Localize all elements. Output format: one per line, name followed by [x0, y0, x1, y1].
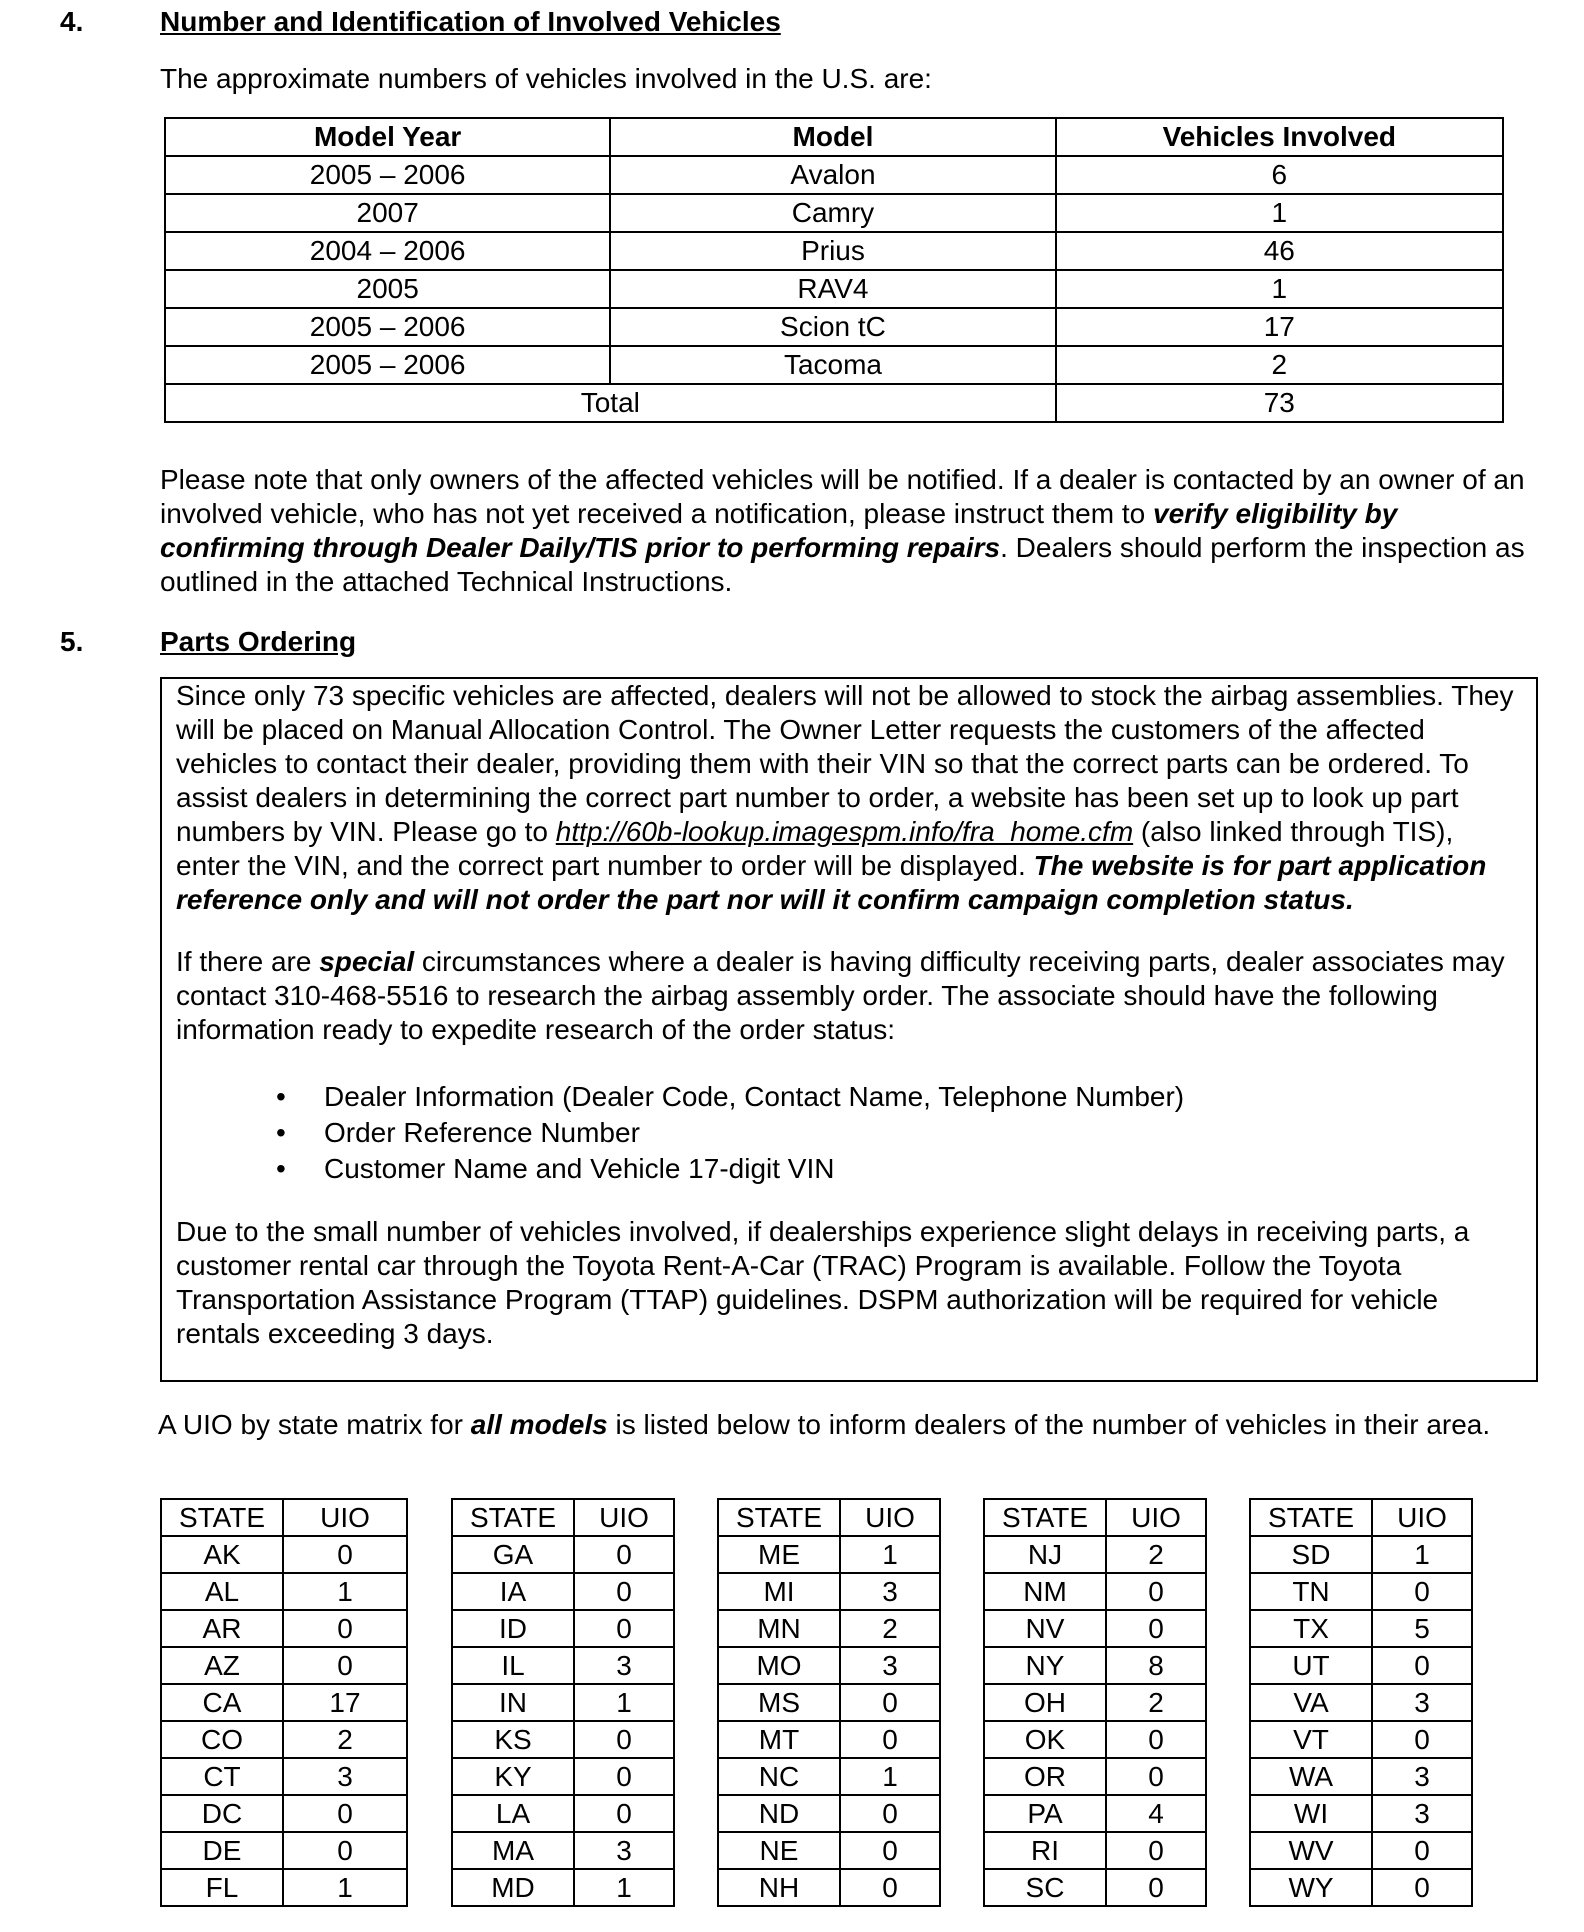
table-row: [165, 232, 1503, 270]
state-cell: AL: [161, 1573, 283, 1610]
parts-paragraph-3: Due to the small number of vehicles involved, if dealerships experience slight delays in receiving parts, a customer rental car through the Toyota Rent-A-Car (TRAC) Program is available. Follow the Toyota Transportation Assistance Program (TTAP) guidelines. DSPM authorization will be required for vehicle rentals exceeding 3 days.: [176, 1216, 1470, 1349]
table-row: [165, 346, 1503, 384]
model-cell: Tacoma: [610, 346, 1055, 384]
uio-cell: 1: [1372, 1536, 1472, 1573]
table-row: [1250, 1721, 1472, 1758]
paragraph-emphasis: The website is for part application reference only and will not order the part nor will it confirm campaign completion status.: [176, 850, 1487, 915]
uio-cell: 5: [1372, 1610, 1472, 1647]
uio-cell: 0: [1106, 1610, 1206, 1647]
uio-cell: 2: [1106, 1536, 1206, 1573]
state-cell: CO: [161, 1721, 283, 1758]
vehicles-involved-cell: 46: [1056, 232, 1503, 270]
table-row: [452, 1647, 674, 1684]
state-cell: IN: [452, 1684, 574, 1721]
model-year-cell: 2007: [165, 194, 610, 232]
uio-cell: 0: [283, 1610, 407, 1647]
table-row: [984, 1610, 1206, 1647]
table-row: [1250, 1869, 1472, 1906]
table-row: [718, 1647, 940, 1684]
uio-cell: 1: [283, 1573, 407, 1610]
model-year-cell: 2004 – 2006: [165, 232, 610, 270]
uio-cell: 0: [574, 1758, 674, 1795]
uio-cell: 0: [1106, 1869, 1206, 1906]
table-row: [718, 1684, 940, 1721]
table-row: [718, 1573, 940, 1610]
state-cell: MN: [718, 1610, 840, 1647]
state-cell: RI: [984, 1832, 1106, 1869]
table-row: [161, 1869, 407, 1906]
table-row: [984, 1795, 1206, 1832]
table-row: [984, 1869, 1206, 1906]
uio-cell: 0: [283, 1795, 407, 1832]
list-item: • Customer Name and Vehicle 17-digit VIN: [176, 1151, 1522, 1187]
vehicles-table: [164, 117, 1504, 423]
state-header: STATE: [718, 1499, 840, 1536]
table-row: [718, 1869, 940, 1906]
paragraph-text: A UIO by state matrix for: [158, 1409, 471, 1440]
table-row: [165, 308, 1503, 346]
state-cell: ND: [718, 1795, 840, 1832]
table-row: [452, 1684, 674, 1721]
state-header: STATE: [984, 1499, 1106, 1536]
state-cell: NM: [984, 1573, 1106, 1610]
vehicles-involved-cell: 6: [1056, 156, 1503, 194]
paragraph-emphasis: all models: [470, 1409, 608, 1440]
state-cell: NY: [984, 1647, 1106, 1684]
uio-cell: 1: [283, 1869, 407, 1906]
uio-table-4: [983, 1498, 1207, 1907]
model-year-cell: 2005: [165, 270, 610, 308]
uio-cell: 8: [1106, 1647, 1206, 1684]
uio-cell: 0: [1106, 1832, 1206, 1869]
parts-ordering-box: [160, 677, 1538, 1382]
table-row: [165, 270, 1503, 308]
uio-cell: 0: [574, 1721, 674, 1758]
column-header: Vehicles Involved: [1056, 118, 1503, 156]
table-row: [718, 1795, 940, 1832]
paragraph-text: If there are: [176, 946, 320, 977]
state-header: STATE: [161, 1499, 283, 1536]
paragraph-text: circumstances where a dealer is having difficulty receiving parts, dealer associates may contact 310-468-5516 to research the airbag assembly order. The associate should have the following information ready to expedite research of the order status:: [176, 946, 1505, 1045]
state-header: STATE: [1250, 1499, 1372, 1536]
column-header: Model: [610, 118, 1055, 156]
state-cell: TN: [1250, 1573, 1372, 1610]
state-cell: FL: [161, 1869, 283, 1906]
table-row: [452, 1869, 674, 1906]
state-cell: CA: [161, 1684, 283, 1721]
uio-table-1: [160, 1498, 408, 1907]
table-row: [718, 1721, 940, 1758]
uio-cell: 0: [1372, 1647, 1472, 1684]
total-row: [165, 384, 1503, 422]
table-row: [161, 1536, 407, 1573]
state-cell: VA: [1250, 1684, 1372, 1721]
uio-table-2: [451, 1498, 675, 1907]
vehicles-involved-cell: 17: [1056, 308, 1503, 346]
uio-cell: 3: [574, 1832, 674, 1869]
uio-cell: 0: [1372, 1869, 1472, 1906]
table-row: [452, 1721, 674, 1758]
state-cell: IL: [452, 1647, 574, 1684]
state-cell: WV: [1250, 1832, 1372, 1869]
table-row: [165, 156, 1503, 194]
state-cell: KS: [452, 1721, 574, 1758]
list-item: • Order Reference Number: [176, 1115, 1522, 1151]
state-cell: GA: [452, 1536, 574, 1573]
state-cell: MD: [452, 1869, 574, 1906]
state-cell: AK: [161, 1536, 283, 1573]
uio-cell: 2: [1106, 1684, 1206, 1721]
uio-cell: 0: [283, 1647, 407, 1684]
state-cell: WA: [1250, 1758, 1372, 1795]
state-cell: OR: [984, 1758, 1106, 1795]
uio-table-5: [1249, 1498, 1473, 1907]
table-row: [718, 1610, 940, 1647]
uio-header: UIO: [574, 1499, 674, 1536]
table-row: [1250, 1610, 1472, 1647]
uio-table-3: [717, 1498, 941, 1907]
table-row: [1250, 1795, 1472, 1832]
state-cell: WY: [1250, 1869, 1372, 1906]
model-year-cell: 2005 – 2006: [165, 308, 610, 346]
uio-cell: 0: [574, 1573, 674, 1610]
table-row: [984, 1647, 1206, 1684]
table-row: [984, 1573, 1206, 1610]
model-cell: Scion tC: [610, 308, 1055, 346]
uio-cell: 3: [574, 1647, 674, 1684]
uio-cell: 0: [1372, 1832, 1472, 1869]
uio-cell: 0: [1372, 1721, 1472, 1758]
uio-cell: 2: [283, 1721, 407, 1758]
uio-cell: 0: [574, 1795, 674, 1832]
state-cell: CT: [161, 1758, 283, 1795]
uio-cell: 3: [840, 1647, 940, 1684]
vehicles-involved-cell: 2: [1056, 346, 1503, 384]
uio-header: UIO: [283, 1499, 407, 1536]
note-text: . Dealers should perform the inspection as outlined in the attached Technical Instructions.: [160, 532, 1525, 597]
uio-table-header: [161, 1499, 407, 1536]
uio-table-header: [452, 1499, 674, 1536]
paragraph-emphasis: special: [319, 946, 415, 977]
state-cell: VT: [1250, 1721, 1372, 1758]
table-row: [452, 1573, 674, 1610]
paragraph-text: is listed below to inform dealers of the number of vehicles in their area.: [607, 1409, 1491, 1440]
table-row: [161, 1758, 407, 1795]
state-cell: AZ: [161, 1647, 283, 1684]
state-cell: LA: [452, 1795, 574, 1832]
model-cell: Prius: [610, 232, 1055, 270]
state-cell: PA: [984, 1795, 1106, 1832]
state-cell: NV: [984, 1610, 1106, 1647]
section-4-title: Number and Identification of Involved Vehicles: [160, 6, 781, 37]
required-info-list: [176, 1079, 1522, 1187]
table-row: [161, 1721, 407, 1758]
table-row: [718, 1536, 940, 1573]
table-row: [718, 1832, 940, 1869]
table-row: [161, 1684, 407, 1721]
table-row: [452, 1758, 674, 1795]
uio-cell: 0: [840, 1721, 940, 1758]
uio-cell: 0: [1372, 1573, 1472, 1610]
uio-cell: 1: [574, 1684, 674, 1721]
model-cell: Avalon: [610, 156, 1055, 194]
table-row: [452, 1536, 674, 1573]
parts-paragraph-1: [176, 679, 1522, 917]
state-cell: NE: [718, 1832, 840, 1869]
state-cell: ME: [718, 1536, 840, 1573]
table-row: [452, 1795, 674, 1832]
state-cell: OK: [984, 1721, 1106, 1758]
table-row: [984, 1684, 1206, 1721]
table-row: [984, 1721, 1206, 1758]
state-cell: SD: [1250, 1536, 1372, 1573]
uio-header: UIO: [840, 1499, 940, 1536]
table-row: [1250, 1684, 1472, 1721]
uio-header: UIO: [1372, 1499, 1472, 1536]
uio-cell: 17: [283, 1684, 407, 1721]
state-cell: MA: [452, 1832, 574, 1869]
paragraph-text: (also linked through TIS), enter the VIN, and the correct part number to order will be displayed.: [176, 816, 1454, 881]
state-cell: NH: [718, 1869, 840, 1906]
state-cell: ID: [452, 1610, 574, 1647]
uio-cell: 0: [574, 1610, 674, 1647]
state-cell: MT: [718, 1721, 840, 1758]
table-row: [161, 1573, 407, 1610]
uio-cell: 0: [840, 1869, 940, 1906]
vehicles-involved-cell: 1: [1056, 270, 1503, 308]
uio-cell: 0: [840, 1795, 940, 1832]
section-4-number: 4.: [60, 6, 84, 37]
state-cell: MO: [718, 1647, 840, 1684]
uio-cell: 0: [283, 1536, 407, 1573]
model-year-cell: 2005 – 2006: [165, 346, 610, 384]
vehicles-table-header: [165, 118, 1503, 156]
table-row: [1250, 1758, 1472, 1795]
table-row: [984, 1832, 1206, 1869]
table-row: [452, 1832, 674, 1869]
notification-note: [160, 463, 1540, 599]
section-5-number: 5.: [60, 626, 84, 657]
uio-cell: 0: [574, 1536, 674, 1573]
state-cell: IA: [452, 1573, 574, 1610]
state-cell: NJ: [984, 1536, 1106, 1573]
table-row: [984, 1536, 1206, 1573]
state-cell: OH: [984, 1684, 1106, 1721]
model-year-cell: 2005 – 2006: [165, 156, 610, 194]
section-5-title: Parts Ordering: [160, 626, 357, 657]
uio-cell: 0: [1106, 1573, 1206, 1610]
model-cell: Camry: [610, 194, 1055, 232]
state-cell: AR: [161, 1610, 283, 1647]
uio-cell: 2: [840, 1610, 940, 1647]
part-lookup-link[interactable]: http://60b-lookup.imagespm.info/fra_home.cfm: [555, 816, 1134, 847]
uio-cell: 1: [840, 1758, 940, 1795]
note-text: Please note that only owners of the affected vehicles will be notified. If a dealer is contacted by an owner of an involved vehicle, who has not yet received a notification, please instruct them to: [160, 464, 1525, 529]
uio-table-header: [718, 1499, 940, 1536]
uio-cell: 1: [840, 1536, 940, 1573]
vehicles-involved-cell: 1: [1056, 194, 1503, 232]
uio-cell: 0: [283, 1832, 407, 1869]
uio-table-header: [984, 1499, 1206, 1536]
state-cell: SC: [984, 1869, 1106, 1906]
state-cell: WI: [1250, 1795, 1372, 1832]
uio-cell: 3: [840, 1573, 940, 1610]
state-header: STATE: [452, 1499, 574, 1536]
uio-intro: [158, 1408, 1548, 1442]
table-row: [1250, 1832, 1472, 1869]
state-cell: MS: [718, 1684, 840, 1721]
uio-cell: 1: [574, 1869, 674, 1906]
uio-cell: 4: [1106, 1795, 1206, 1832]
state-cell: UT: [1250, 1647, 1372, 1684]
model-cell: RAV4: [610, 270, 1055, 308]
total-label: Total: [165, 384, 1056, 422]
state-cell: TX: [1250, 1610, 1372, 1647]
table-row: [1250, 1647, 1472, 1684]
uio-header: UIO: [1106, 1499, 1206, 1536]
uio-cell: 3: [283, 1758, 407, 1795]
table-row: [1250, 1536, 1472, 1573]
table-row: [161, 1795, 407, 1832]
table-row: [165, 194, 1503, 232]
uio-cell: 0: [840, 1684, 940, 1721]
uio-cell: 3: [1372, 1758, 1472, 1795]
parts-paragraph-2: [176, 945, 1522, 1047]
uio-table-header: [1250, 1499, 1472, 1536]
table-row: [161, 1610, 407, 1647]
uio-cell: 0: [1106, 1721, 1206, 1758]
uio-cell: 0: [1106, 1758, 1206, 1795]
table-row: [452, 1610, 674, 1647]
uio-cell: 3: [1372, 1795, 1472, 1832]
section-4-intro: The approximate numbers of vehicles involved in the U.S. are:: [160, 63, 932, 94]
column-header: Model Year: [165, 118, 610, 156]
table-row: [984, 1758, 1206, 1795]
uio-cell: 0: [840, 1832, 940, 1869]
table-row: [1250, 1573, 1472, 1610]
state-cell: KY: [452, 1758, 574, 1795]
state-cell: MI: [718, 1573, 840, 1610]
table-row: [161, 1647, 407, 1684]
paragraph-text: Since only 73 specific vehicles are affected, dealers will not be allowed to stock the airbag assemblies. They will be placed on Manual Allocation Control. The Owner Letter requests the customers of the affected vehicles to contact their dealer, providing them with their VIN so that the correct parts can be ordered. To assist dealers in determining the correct part number to order, a website has been set up to look up part numbers by VIN. Please go to: [176, 680, 1514, 847]
state-cell: DC: [161, 1795, 283, 1832]
table-row: [161, 1832, 407, 1869]
state-cell: NC: [718, 1758, 840, 1795]
table-row: [718, 1758, 940, 1795]
state-cell: DE: [161, 1832, 283, 1869]
total-value: 73: [1056, 384, 1503, 422]
uio-cell: 3: [1372, 1684, 1472, 1721]
list-item: • Dealer Information (Dealer Code, Contact Name, Telephone Number): [176, 1079, 1522, 1115]
note-emphasis: verify eligibility by confirming through Dealer Daily/TIS prior to performing repairs: [160, 498, 1398, 563]
